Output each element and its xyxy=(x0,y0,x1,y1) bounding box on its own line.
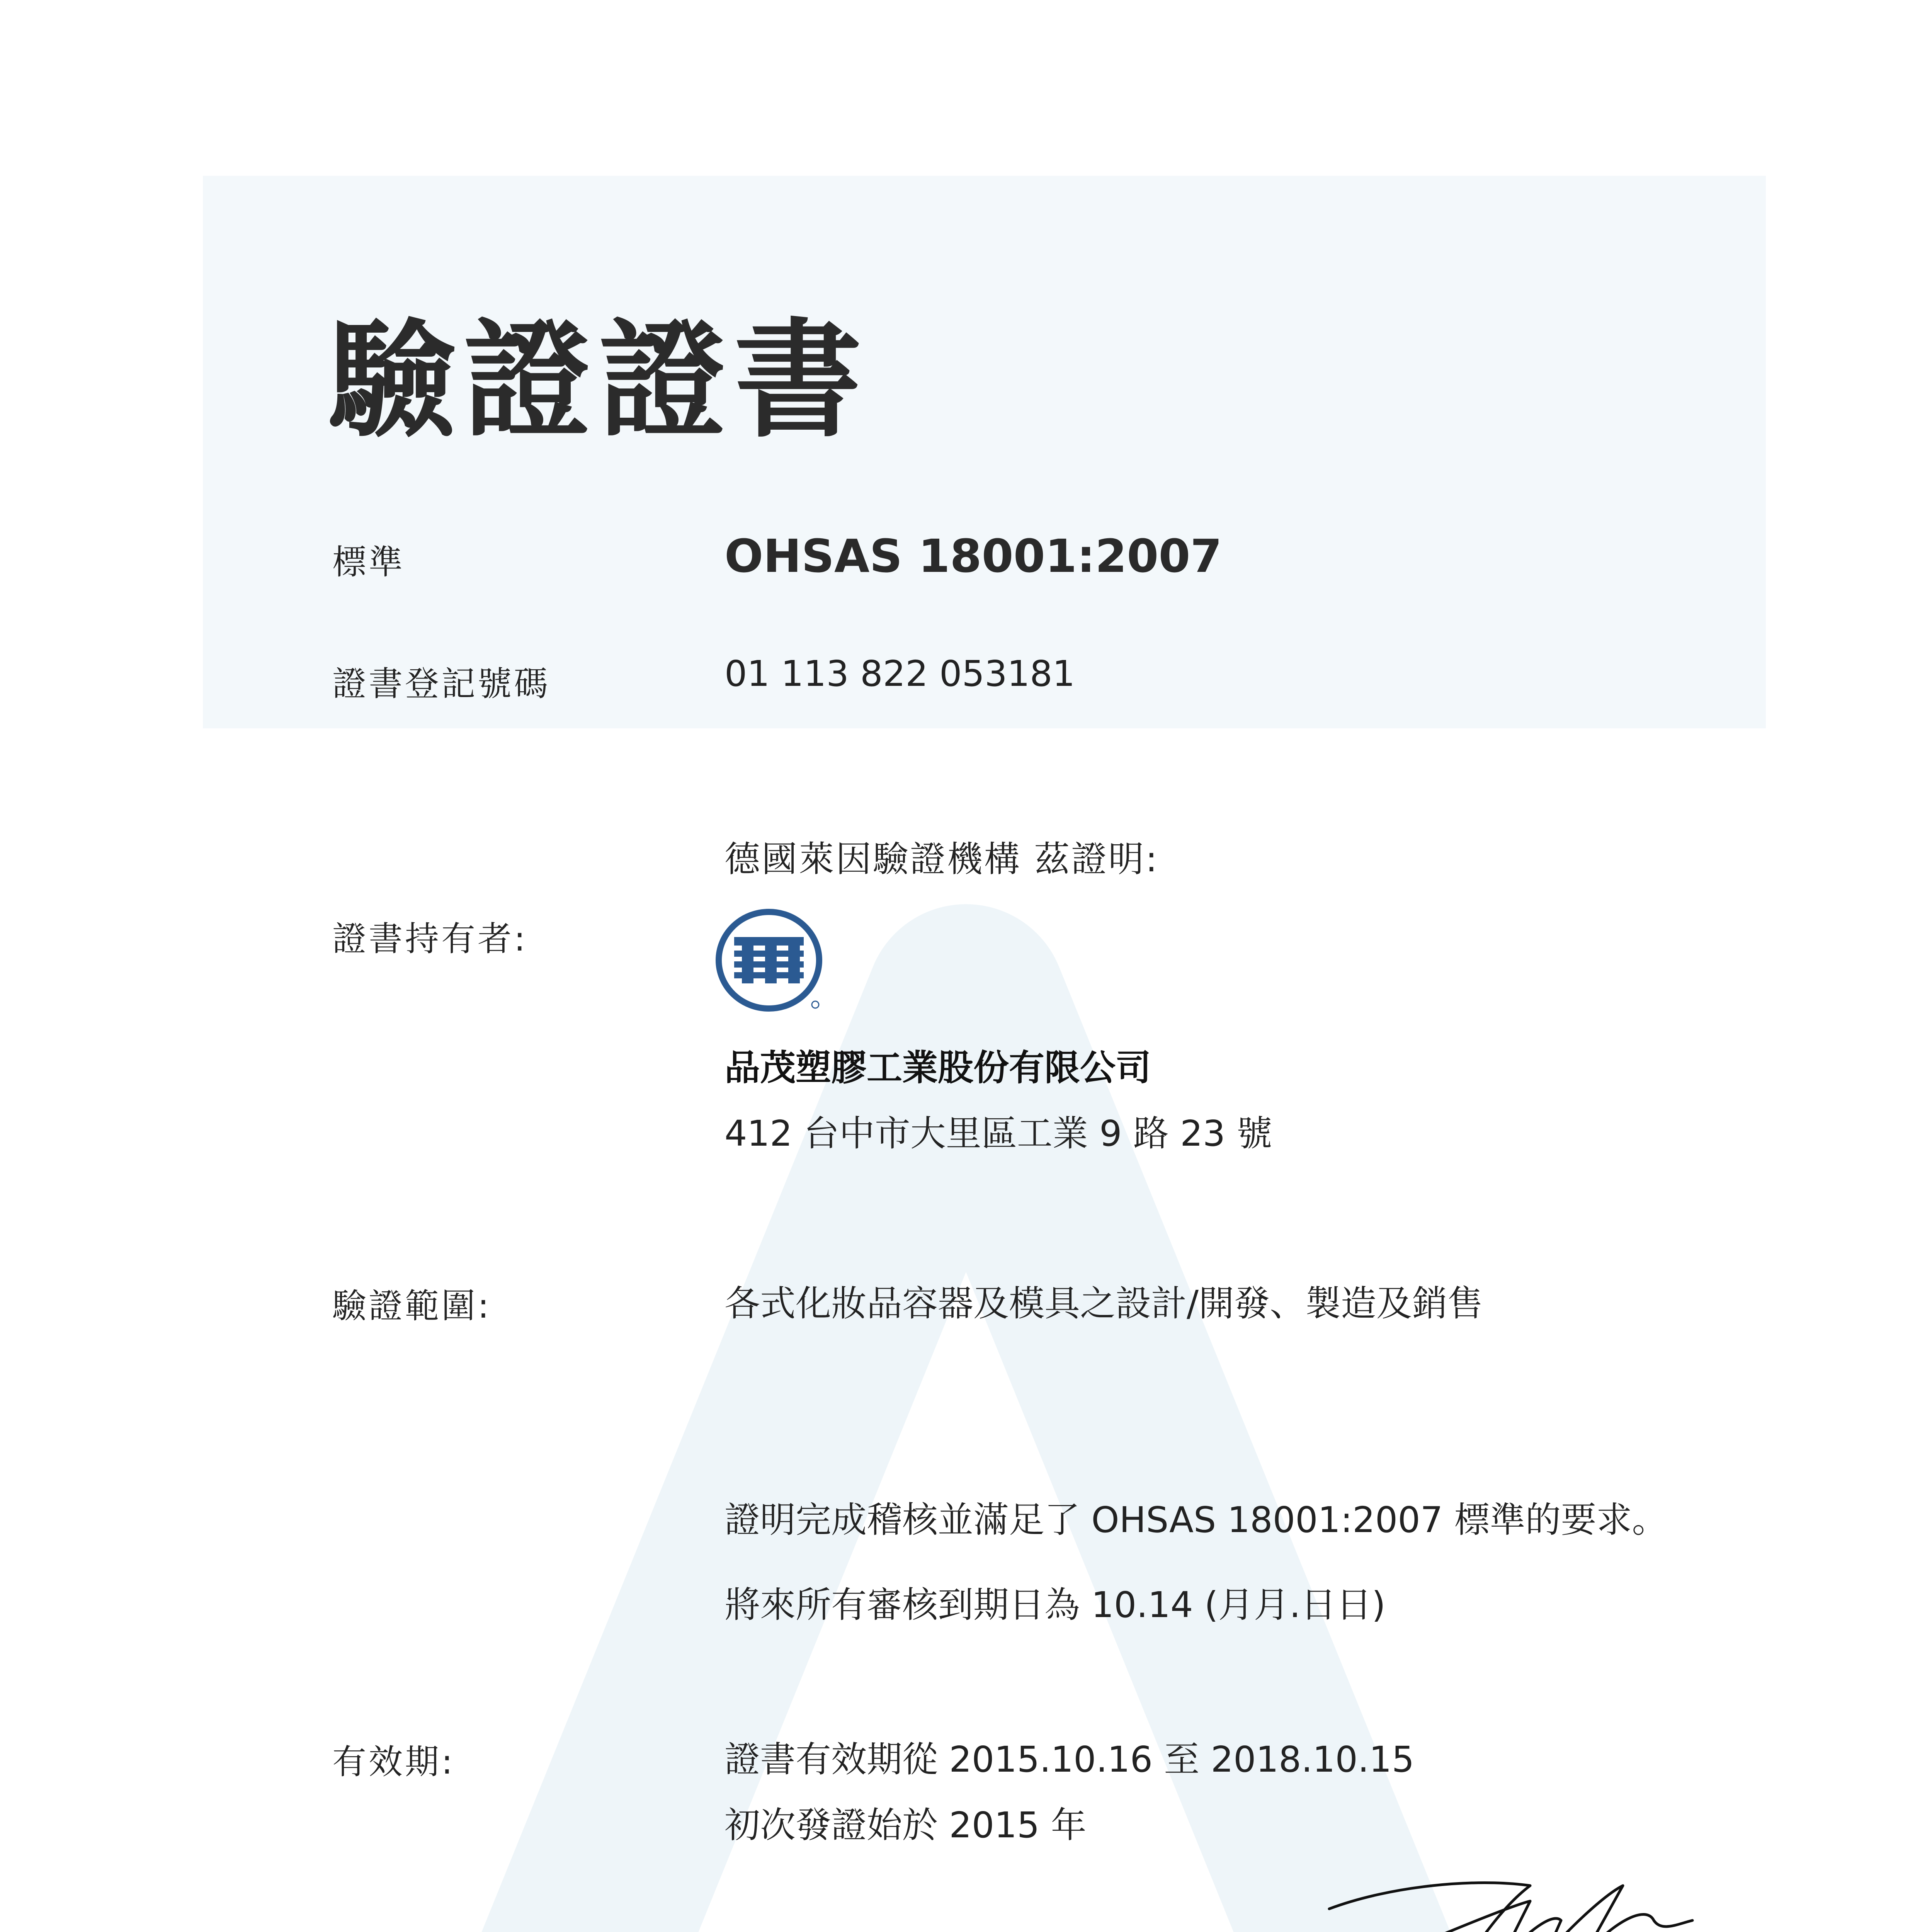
statement-line-1: 證明完成稽核並滿足了 OHSAS 18001:2007 標準的要求。 xyxy=(724,1499,1668,1541)
company-logo-icon xyxy=(711,900,838,1028)
validity-line-1: 證書有效期從 2015.10.16 至 2018.10.15 xyxy=(724,1739,1415,1780)
validity-line-2: 初次發證始於 2015 年 xyxy=(724,1804,1087,1846)
scope-label: 驗證範圍: xyxy=(332,1286,492,1326)
standard-label: 標準 xyxy=(332,542,405,582)
validity-label: 有效期: xyxy=(332,1742,455,1782)
signature-icon xyxy=(1314,1862,1739,1932)
page-title: 驗證證書 xyxy=(328,306,869,455)
scope-value: 各式化妝品容器及模具之設計/開發、製造及銷售 xyxy=(724,1283,1483,1324)
holder-name: 品茂塑膠工業股份有限公司 xyxy=(724,1047,1151,1088)
holder-address: 412 台中市大里區工業 9 路 23 號 xyxy=(724,1113,1272,1154)
statement-line-2: 將來所有審核到期日為 10.14 (月月.日日) xyxy=(724,1584,1386,1626)
holder-label: 證書持有者: xyxy=(332,919,528,959)
registration-label: 證書登記號碼 xyxy=(332,664,551,704)
certifier-statement: 德國萊因驗證機構 茲證明: xyxy=(724,838,1159,880)
standard-value: OHSAS 18001:2007 xyxy=(724,529,1222,583)
registration-value: 01 113 822 053181 xyxy=(724,653,1075,694)
